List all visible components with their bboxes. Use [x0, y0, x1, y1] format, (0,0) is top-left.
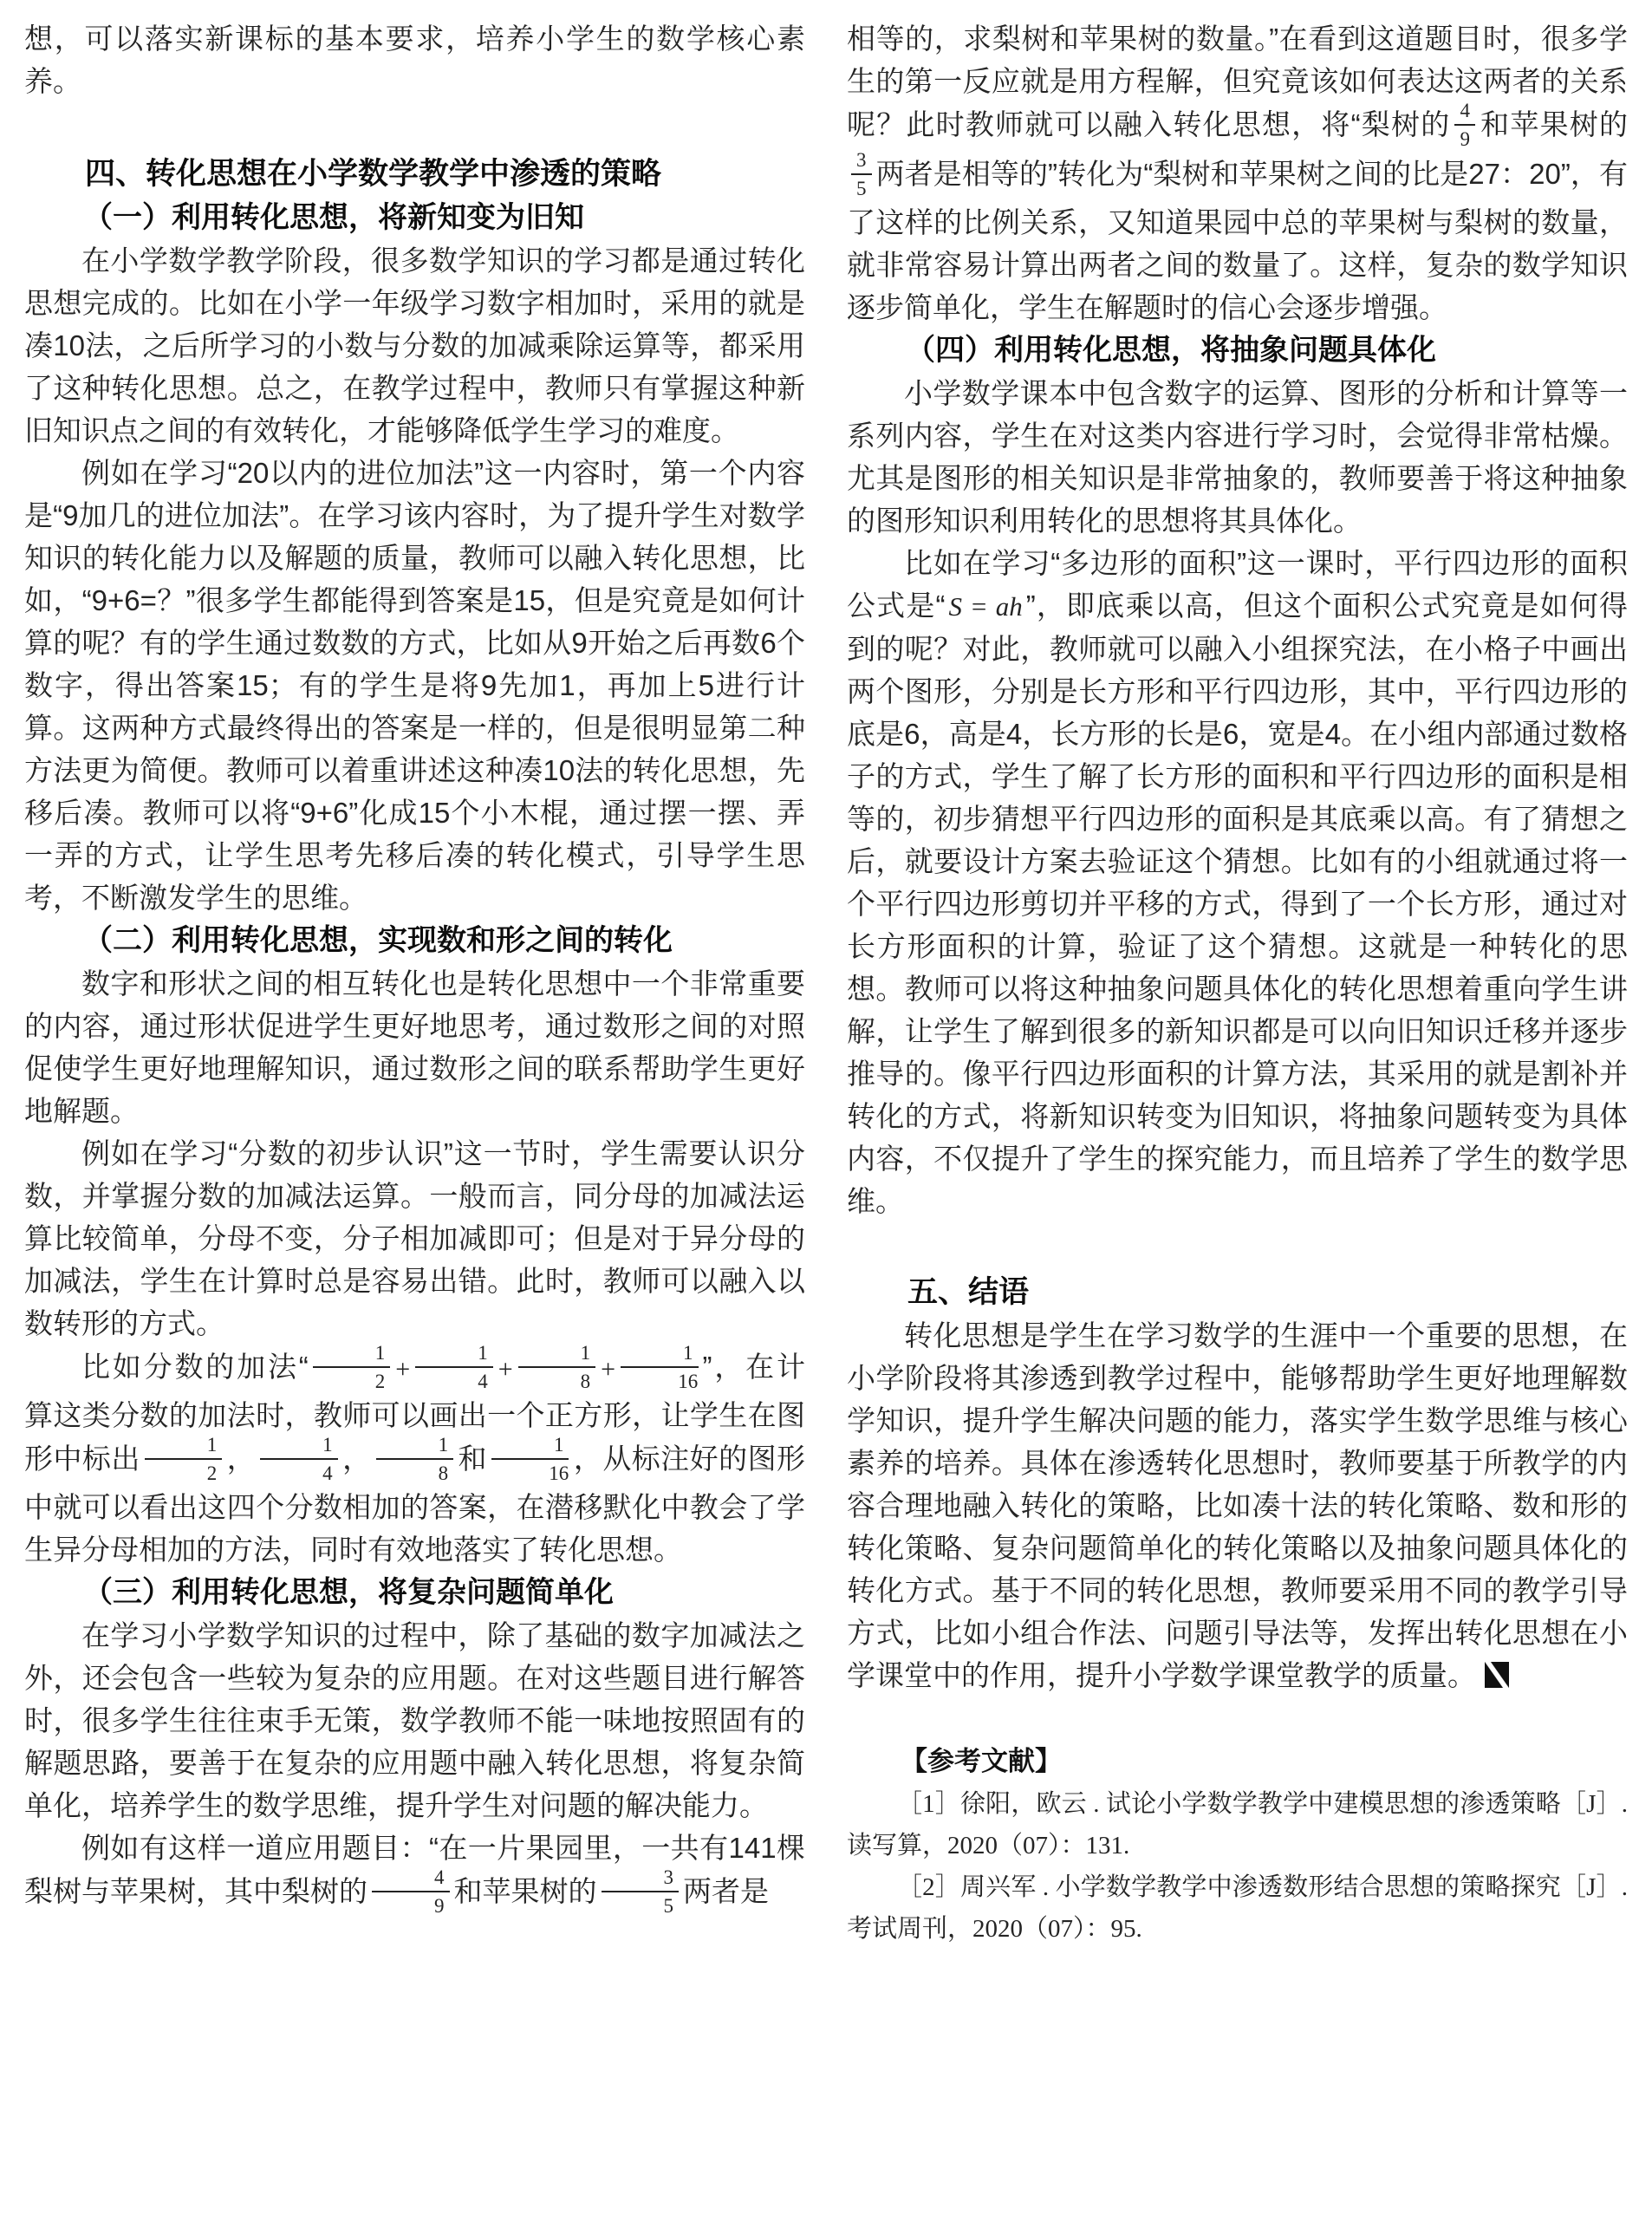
- fraction-3-5: $\frac{3}{5}$: [602, 1866, 680, 1916]
- paragraph-fraction-addition: [24, 1342, 806, 1571]
- carryover-paragraph: 想，可以落实新课标的基本要求，培养小学生的数学核心素养。: [24, 23, 805, 97]
- paragraph-area-formula: [847, 542, 1628, 1222]
- text-run: 和苹果树的: [1479, 108, 1628, 141]
- text-run: ，: [226, 1443, 257, 1475]
- fraction-1-2: $\frac{1}{2}$: [313, 1342, 391, 1391]
- subsection-heading-4-2: （二）利用转化思想，实现数和形之间的转化: [83, 924, 673, 957]
- references-heading: 【参考文献】: [901, 1746, 1062, 1776]
- text-run: 例如有这样一道应用题目：“在一片果园里，一共有141棵梨树与苹果树，其中梨树的: [24, 1832, 805, 1908]
- text-run: 和苹果树的: [453, 1875, 597, 1908]
- plus-operator: +: [601, 1355, 616, 1384]
- subsection-heading-4-4: （四）利用转化思想，将抽象问题具体化: [906, 334, 1436, 367]
- subsection-heading-4-1: （一）利用转化思想，将新知变为旧知: [83, 201, 584, 234]
- plus-operator: +: [395, 1355, 411, 1384]
- area-formula: S = ah: [948, 591, 1023, 622]
- paragraph-sub2-1: 数字和形状之间的相互转化也是转化思想中一个非常重要的内容，通过形状促进学生更好地思考，通过数形之间的对照促使学生更好地理解知识，通过数形之间的联系帮助学生更好地解题。: [24, 967, 805, 1127]
- right-column: [847, 17, 1628, 2234]
- paragraph-orchard-continuation: [847, 17, 1628, 329]
- fraction-1-16: $\frac{1}{16}$: [621, 1342, 699, 1391]
- fraction-1-4: $\frac{1}{4}$: [415, 1342, 493, 1391]
- paragraph-sub4-1: 小学数学课本中包含数字的运算、图形的分析和计算等一系列内容，学生在对这类内容进行学习时，会觉得非常枯燥。尤其是图形的相关知识是非常抽象的，教师要善于将这种抽象的图形知识利用转化的思想将其具体化。: [847, 377, 1628, 537]
- section-heading-5: 五、结语: [907, 1275, 1030, 1309]
- text-run: 两者是相等的”转化为“梨树和苹果树之间的比是27：20”，有了这样的比例关系，又知道果园中总的苹果树与梨树的数量，就非常容易计算出两者之间的数量了。这样，复杂的数学知识逐步简单化，学生在解题时的信心会逐步增强。: [847, 158, 1628, 323]
- text-run: 相等的，求梨树和苹果树的数量。”在看到这道题目时，很多学生的第一反应就是用方程解，但究竟该如何表达这两者的关系呢？此时教师就可以融入转化思想，将“梨树的: [847, 23, 1628, 141]
- fraction-1-8: $\frac{1}{8}$: [376, 1434, 454, 1483]
- paragraph-sub1-2: 例如在学习“20以内的进位加法”这一内容时，第一个内容是“9加几的进位加法”。在学习该内容时，为了提升学生对数学知识的转化能力以及解题的质量，教师可以融入转化思想，比如，“9+6=？”很多学生都能得到答案是15，但是究竟是如何计算的呢？有的学生通过数数的方式，比如从9开始之后再数6个数字，得出答案15；有的学生是将9先加1，再加上5进行计算。这两种方式最终得出的答案是一样的，但是很明显第二种方法更为简便。教师可以着重讲述这种凑10法的转化思想，先移后凑。教师可以将“9+6”化成15个小木棍，通过摆一摆、弄一弄的方式，让学生思考先移后凑的转化模式，引导学生思考，不断激发学生的思维。: [24, 457, 805, 914]
- paragraph-orchard-problem: [24, 1827, 805, 1918]
- text-run: 比如在学习“多边形的面积”这一课时，平行四边形的面积公式是“: [847, 547, 1628, 622]
- fraction-1-2: $\frac{1}{2}$: [145, 1434, 223, 1483]
- text-run: ”，即底乘以高，但这个面积公式究竟是如何得到的呢？对此，教师就可以融入小组探究法，在小格子中画出两个图形，分别是长方形和平行四边形，其中，平行四边形的底是6，高是4，长方形的长是6，宽是4。在小组内部通过数格子的方式，学生了解了长方形的面积和平行四边形的面积是相等的，初步猜想平行四边形的面积是其底乘以高。有了猜想之后，就要设计方案去验证这个猜想。比如有的小组就通过将一个平行四边形剪切并平移的方式，得到了一个长方形，通过对长方形面积的计算，验证了这个猜想。这就是一种转化的思想。教师可以将这种抽象问题具体化的转化思想着重向学生讲解，让学生了解到很多的新知识都是可以向旧知识迁移并逐步推导的。像平行四边形面积的计算方法，其采用的就是割补并转化的方式，将新知识转变为旧知识，将抽象问题转变为具体内容，不仅提升了学生的探究能力，而且培养了学生的数学思维。: [847, 589, 1628, 1217]
- left-column: [24, 17, 805, 2234]
- text-run: 转化思想是学生在学习数学的生涯中一个重要的思想，在小学阶段将其渗透到教学过程中，能够帮助学生更好地理解数学知识，提升学生解决问题的能力，落实学生数学思维与核心素养的培养。具体在渗透转化思想时，教师要基于所教学的内容合理地融入转化的策略，比如凑十法的转化策略、数和形的转化策略、复杂问题简单化的转化策略以及抽象问题具体化的转化方式。基于不同的转化思想，教师要采用不同的教学引导方式，比如小组合作法、问题引导法等，发挥出转化思想在小学课堂中的作用，提升小学数学课堂教学的质量。: [847, 1319, 1628, 1691]
- text-run: ，: [341, 1443, 372, 1475]
- subsection-heading-4-3: （三）利用转化思想，将复杂问题简单化: [83, 1576, 614, 1609]
- paragraph-sub1-1: 在小学数学教学阶段，很多数学知识的学习都是通过转化思想完成的。比如在小学一年级学习数字相加时，采用的就是凑10法，之后所学习的小数与分数的加减乘除运算等，都采用了这种转化思想。总之，在教学过程中，教师只有掌握这种新旧知识点之间的有效转化，才能够降低学生学习的难度。: [24, 244, 805, 446]
- fraction-1-16: $\frac{1}{16}$: [491, 1434, 569, 1483]
- conclusion-paragraph: [847, 1314, 1628, 1697]
- paragraph-sub2-2: 例如在学习“分数的初步认识”这一节时，学生需要认识分数，并掌握分数的加减法运算。一般而言，同分母的加减法运算比较简单，分母不变，分子相加减即可；但是对于异分母的加减法，学生在计算时总是容易出错。此时，教师可以融入以数转形的方式。: [24, 1137, 805, 1339]
- fraction-3-5: $\frac{3}{5}$: [851, 149, 872, 199]
- text-run: 和: [458, 1443, 487, 1475]
- reference-item-2: ［2］周兴军 . 小学数学教学中渗透数形结合思想的策略探究［J］. 考试周刊，2020（07）：95.: [847, 1873, 1628, 1943]
- article-end-mark-icon: [1485, 1662, 1509, 1688]
- fraction-4-9: $\frac{4}{9}$: [1454, 100, 1475, 149]
- text-run: 比如分数的加法“: [81, 1351, 309, 1384]
- fraction-1-8: $\frac{1}{8}$: [518, 1342, 596, 1391]
- text-run: ，从标注好的图形中就可以看出这四个分数相加的答案，在潜移默化中教会了学生异分母相加的方法，同时有效地落实了转化思想。: [24, 1443, 806, 1566]
- reference-item-1: ［1］徐阳，欧云 . 试论小学数学教学中建模思想的渗透策略［J］. 读写算，2020（07）：131.: [847, 1790, 1628, 1859]
- text-run: ”，在计算这类分数的加法时，教师可以画出一个正方形，让学生在图形中标出: [24, 1351, 805, 1475]
- fraction-1-4: $\frac{1}{4}$: [260, 1434, 338, 1483]
- references-section: [847, 1740, 1628, 1950]
- text-run: 两者是: [683, 1875, 769, 1908]
- section-heading-4: 四、转化思想在小学数学教学中渗透的策略: [85, 157, 662, 191]
- fraction-4-9: $\frac{4}{9}$: [372, 1866, 450, 1916]
- plus-operator: +: [498, 1355, 513, 1384]
- paragraph-sub3-1: 在学习小学数学知识的过程中，除了基础的数字加减法之外，还会包含一些较为复杂的应用题。在对这些题目进行解答时，很多学生往往束手无策，数学教师不能一味地按照固有的解题思路，要善于在复杂的应用题中融入转化思想，将复杂简单化，培养学生的数学思维，提升学生对问题的解决能力。: [24, 1619, 805, 1821]
